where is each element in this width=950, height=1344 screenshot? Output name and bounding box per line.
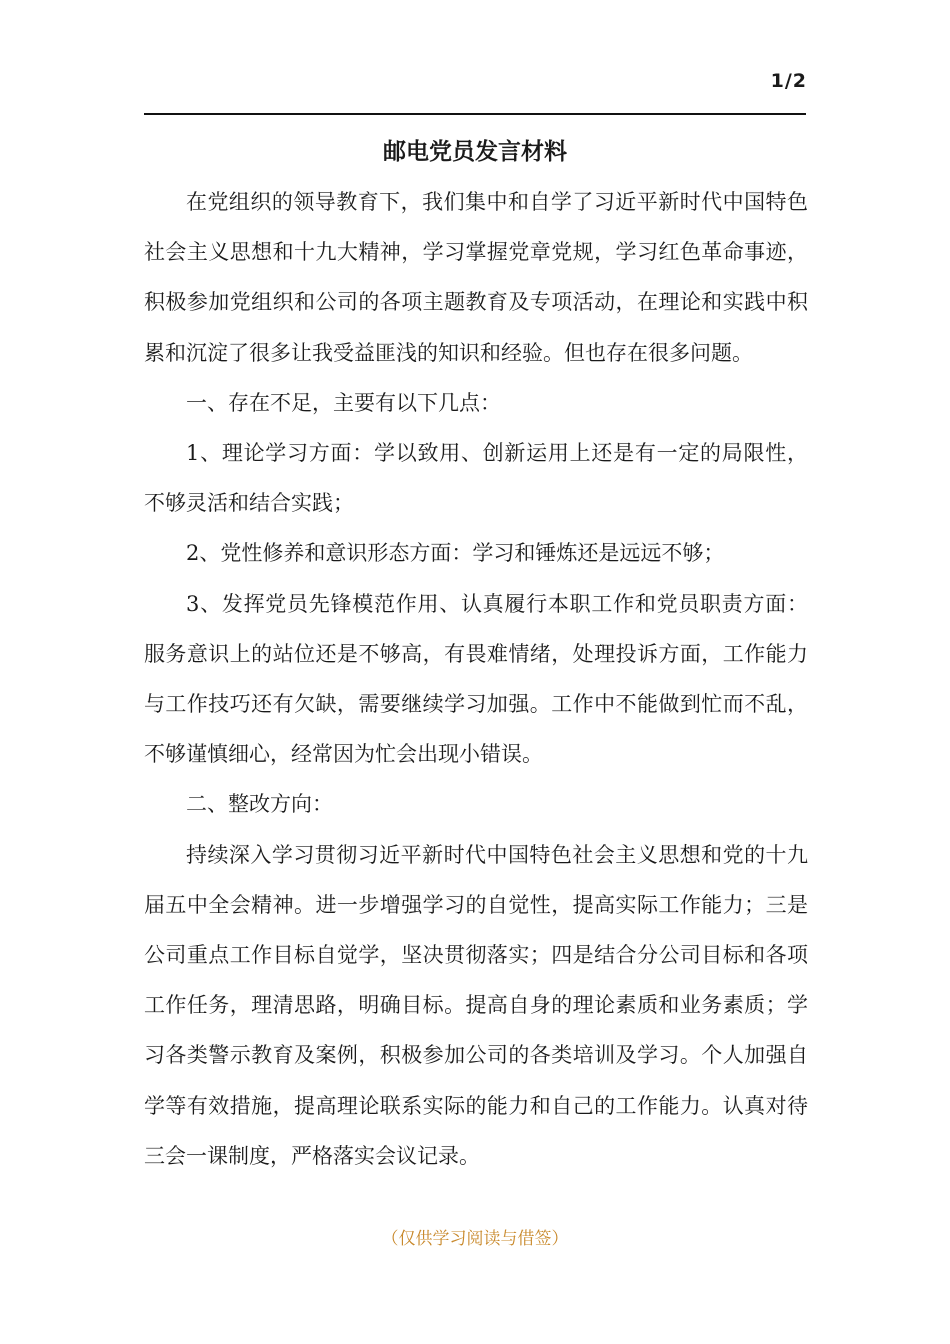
section-heading-rectification: 二、整改方向：	[186, 792, 333, 817]
paragraph-rectification: 持续深入学习贯彻习近平新时代中国特色社会主义思想和党的十九届五中全会精神。进一步增强学习的自觉性，提高实际工作能力；三是公司重点工作目标自觉学，坚决贯彻落实；四是结合分公司目标和各项工作任务，理清思路，明确目标。提高自身的理论素质和业务素质；学习各类警示教育及案例，积极参加公司的各类培训及学习。个人加强自学等有效措施，提高理论联系实际的能力和自己的工作能力。认真对待三会一课制度，严格落实会议记录。	[144, 842, 808, 1168]
document-title: 邮电党员发言材料	[383, 139, 567, 165]
paragraph-intro: 在党组织的领导教育下，我们集中和自学了习近平新时代中国特色社会主义思想和十九大精神，学习掌握党章党规，学习红色革命事迹，积极参加党组织和公司的各项主题教育及专项活动，在理论和实践中积累和沉淀了很多让我受益匪浅的知识和经验。但也存在很多问题。	[144, 190, 808, 365]
header-divider	[144, 113, 806, 115]
paragraph-item-3: 3、发挥党员先锋模范作用、认真履行本职工作和党员职责方面：服务意识上的站位还是不够高，有畏难情绪，处理投诉方面，工作能力与工作技巧还有欠缺，需要继续学习加强。工作中不能做到忙而不乱，不够谨慎细心，经常因为忙会出现小错误。	[144, 591, 808, 767]
document-body	[144, 177, 808, 1181]
page-number: 1/2	[770, 70, 807, 92]
paragraph-item-1: 1、理论学习方面：学以致用、创新运用上还是有一定的局限性，不够灵活和结合实践；	[144, 441, 808, 516]
footer-disclaimer: （仅供学习阅读与借签）	[381, 1229, 569, 1249]
paragraph-item-2: 2、党性修养和意识形态方面：学习和锤炼还是远远不够；	[186, 541, 725, 566]
section-heading-shortcomings: 一、存在不足，主要有以下几点：	[186, 390, 501, 415]
